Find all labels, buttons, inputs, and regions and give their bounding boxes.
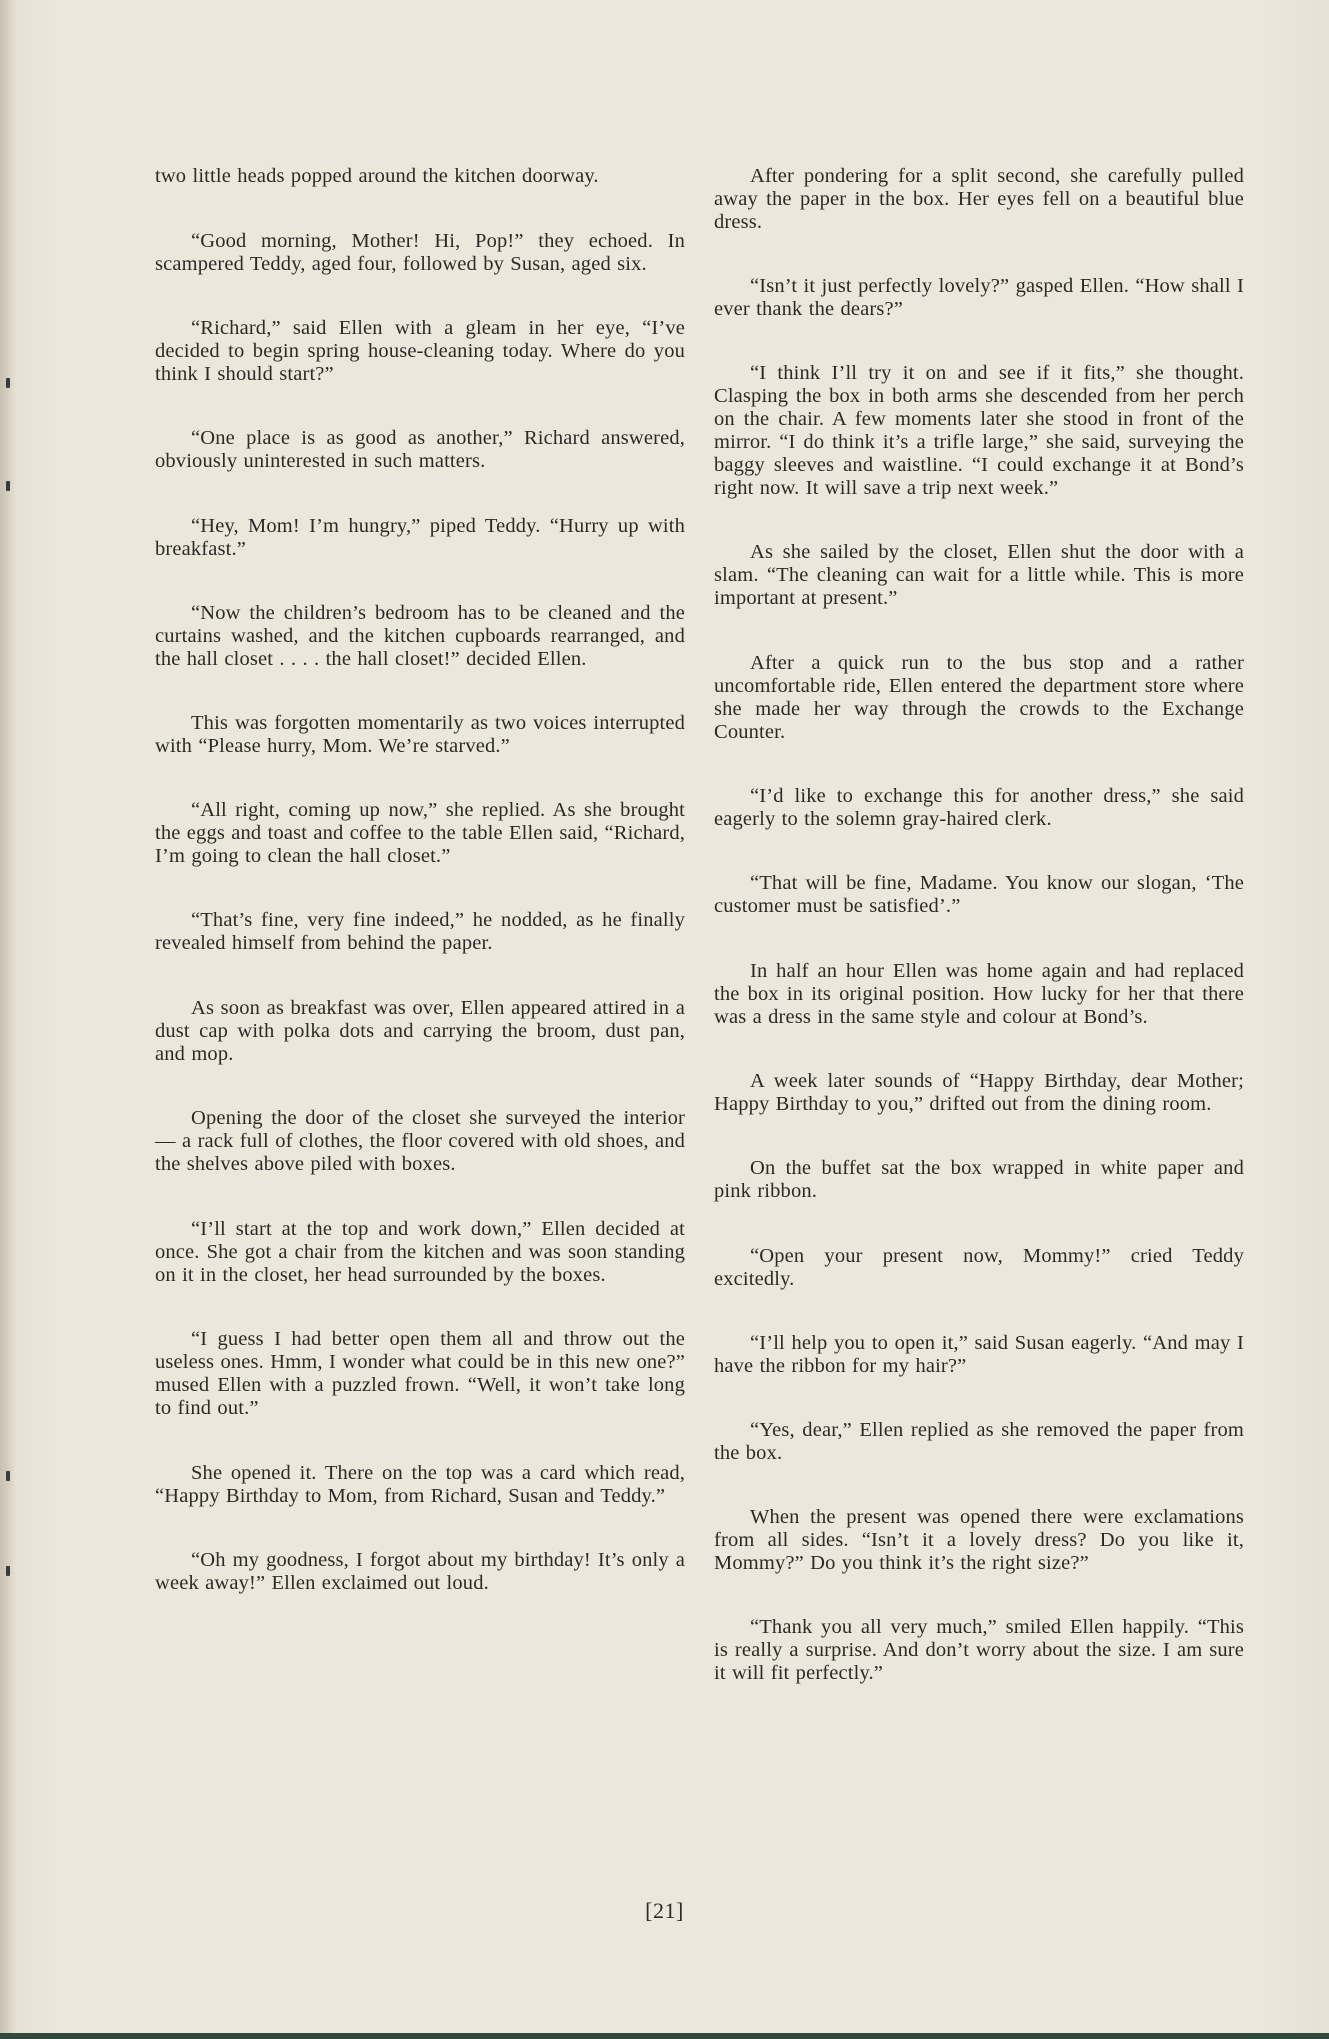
paragraph: “I’d like to exchange this for another dress,” she said eagerly to the solemn gray-haired clerk. [714, 785, 1244, 830]
paragraph: After a quick run to the bus stop and a rather uncomfortable ride, Ellen entered the department store where she made her way through the crowds to the Exchange Counter. [714, 652, 1244, 743]
paragraph: “Oh my goodness, I forgot about my birthday! It’s only a week away!” Ellen exclaimed out loud. [155, 1549, 685, 1594]
binding-staple-mark [6, 1566, 10, 1576]
paragraph: She opened it. There on the top was a card which read, “Happy Birthday to Mom, from Richard, Susan and Teddy.” [155, 1462, 685, 1507]
paragraph: On the buffet sat the box wrapped in white paper and pink ribbon. [714, 1157, 1244, 1202]
paragraph: “One place is as good as another,” Richard answered, obviously uninterested in such matters. [155, 427, 685, 472]
paragraph: “Open your present now, Mommy!” cried Teddy excitedly. [714, 1245, 1244, 1290]
page-number: [21] [645, 1898, 684, 1923]
binding-staple-mark [6, 1471, 10, 1481]
paragraph: “That’s fine, very fine indeed,” he nodded, as he finally revealed himself from behind the paper. [155, 909, 685, 954]
left-text-column [155, 165, 685, 1595]
paragraph: After pondering for a split second, she carefully pulled away the paper in the box. Her eyes fell on a beautiful blue dress. [714, 165, 1244, 233]
right-text-column [714, 165, 1244, 1685]
paragraph: “Good morning, Mother! Hi, Pop!” they echoed. In scampered Teddy, aged four, followed by Susan, aged six. [155, 230, 685, 275]
binding-staple-mark [6, 378, 10, 388]
paragraph: “I’ll start at the top and work down,” Ellen decided at once. She got a chair from the kitchen and was soon standing on it in the closet, her head surrounded by the boxes. [155, 1218, 685, 1286]
paragraph: two little heads popped around the kitchen doorway. [155, 165, 599, 187]
paragraph: “I’ll help you to open it,” said Susan eagerly. “And may I have the ribbon for my hair?” [714, 1332, 1244, 1377]
paragraph: As soon as breakfast was over, Ellen appeared attired in a dust cap with polka dots and carrying the broom, dust pan, and mop. [155, 997, 685, 1065]
paragraph: “That will be fine, Madame. You know our slogan, ‘The customer must be satisfied’.” [714, 872, 1244, 917]
spine-shadow [0, 0, 14, 2039]
paragraph: “Thank you all very much,” smiled Ellen happily. “This is really a surprise. And don’t worry about the size. I am sure it will fit perfectly.” [714, 1616, 1244, 1684]
paragraph: A week later sounds of “Happy Birthday, dear Mother; Happy Birthday to you,” drifted out from the dining room. [714, 1070, 1244, 1115]
paragraph: Opening the door of the closet she surveyed the interior — a rack full of clothes, the floor covered with old shoes, and the shelves above piled with boxes. [155, 1107, 685, 1175]
paragraph: “All right, coming up now,” she replied. As she brought the eggs and toast and coffee to the table Ellen said, “Richard, I’m going to clean the hall closet.” [155, 799, 685, 867]
paragraph: As she sailed by the closet, Ellen shut the door with a slam. “The cleaning can wait for a little while. This is more important at present.” [714, 541, 1244, 609]
paragraph: “Hey, Mom! I’m hungry,” piped Teddy. “Hurry up with breakfast.” [155, 515, 685, 560]
page-bottom-edge [0, 2033, 1329, 2039]
binding-staple-mark [6, 481, 10, 491]
paragraph: “I guess I had better open them all and throw out the useless ones. Hmm, I wonder what could be in this new one?” mused Ellen with a puzzled frown. “Well, it won’t take long to find out.” [155, 1328, 685, 1419]
paragraph: “I think I’ll try it on and see if it fits,” she thought. Clasping the box in both arms she descended from her perch on the chair. A few moments later she stood in front of the mirror. “I do think it’s a trifle large,” she said, surveying the baggy sleeves and waistline. “I could exchange it at Bond’s right now. It will save a trip next week.” [714, 362, 1244, 499]
paragraph: This was forgotten momentarily as two voices interrupted with “Please hurry, Mom. We’re starved.” [155, 712, 685, 757]
paragraph: “Richard,” said Ellen with a gleam in her eye, “I’ve decided to begin spring house-cleaning today. Where do you think I should start?” [155, 317, 685, 385]
paragraph: “Now the children’s bedroom has to be cleaned and the curtains washed, and the kitchen cupboards rearranged, and the hall closet . . . . the hall closet!” decided Ellen. [155, 602, 685, 670]
paragraph: “Yes, dear,” Ellen replied as she removed the paper from the box. [714, 1419, 1244, 1464]
paragraph: In half an hour Ellen was home again and had replaced the box in its original position. How lucky for her that there was a dress in the same style and colour at Bond’s. [714, 960, 1244, 1028]
paragraph: “Isn’t it just perfectly lovely?” gasped Ellen. “How shall I ever thank the dears?” [714, 275, 1244, 320]
paragraph: When the present was opened there were exclamations from all sides. “Isn’t it a lovely dress? Do you like it, Mommy?” Do you think it’s the right size?” [714, 1506, 1244, 1574]
